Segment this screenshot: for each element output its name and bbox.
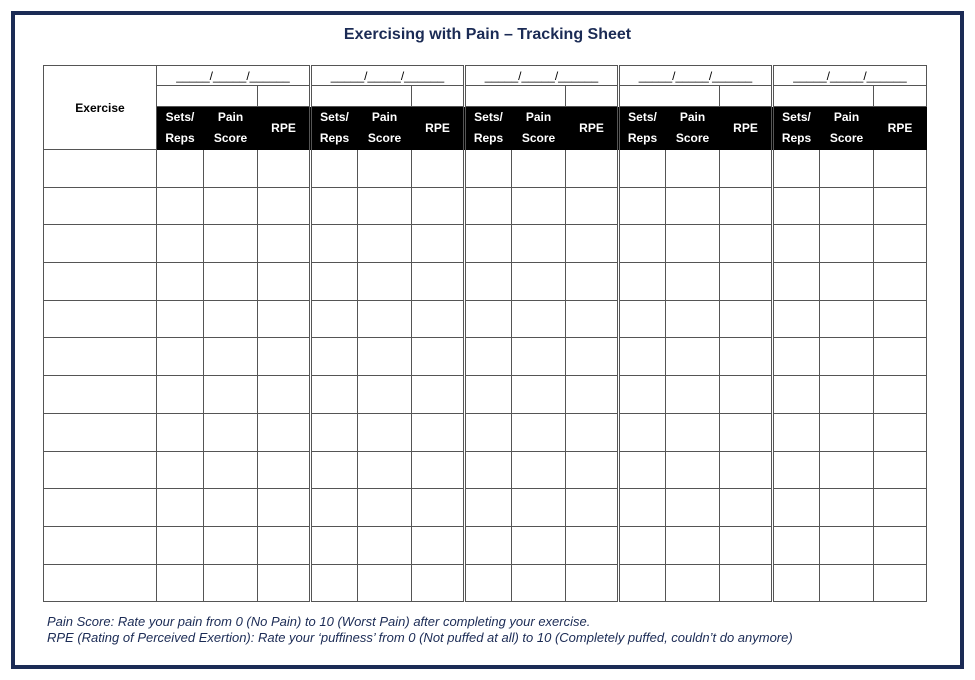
sets-reps-input-cell[interactable] [773, 263, 820, 301]
sets-reps-input-cell[interactable] [311, 225, 358, 263]
date-field-day-2[interactable]: _____/_____/______ [311, 66, 465, 86]
sets-reps-input-cell[interactable] [157, 564, 204, 602]
pain-score-input-cell[interactable] [666, 225, 720, 263]
pain-score-input-cell[interactable] [666, 564, 720, 602]
pain-score-input-cell[interactable] [204, 451, 258, 489]
sets-reps-input-cell[interactable] [311, 376, 358, 414]
rpe-input-cell[interactable] [566, 263, 619, 301]
pain-score-input-cell[interactable] [358, 451, 412, 489]
day-5-blank-right[interactable] [874, 86, 927, 107]
pain-score-header [820, 107, 874, 150]
rpe-input-cell[interactable] [874, 263, 927, 301]
pain-score-input-cell[interactable] [820, 526, 874, 564]
sets-reps-input-cell[interactable] [465, 225, 512, 263]
pain-score-input-cell[interactable] [204, 150, 258, 188]
pain-score-input-cell[interactable] [358, 413, 412, 451]
sets-reps-input-cell[interactable] [465, 489, 512, 527]
sets-reps-input-cell[interactable] [465, 187, 512, 225]
sets-reps-input-cell[interactable] [773, 451, 820, 489]
sets-reps-input-cell[interactable] [773, 338, 820, 376]
table-row [44, 526, 927, 564]
pain-score-input-cell[interactable] [512, 225, 566, 263]
day-2-blank-right[interactable] [412, 86, 465, 107]
table-row [44, 564, 927, 602]
day-3-blank-left[interactable] [465, 86, 566, 107]
rpe-input-cell[interactable] [720, 376, 773, 414]
sets-reps-input-cell[interactable] [465, 413, 512, 451]
rpe-input-cell[interactable] [720, 263, 773, 301]
pain-score-input-cell[interactable] [512, 376, 566, 414]
rpe-input-cell[interactable] [720, 300, 773, 338]
sets-reps-header [311, 107, 358, 150]
sets-reps-input-cell[interactable] [311, 451, 358, 489]
pain-score-input-cell[interactable] [512, 489, 566, 527]
pain-score-input-cell[interactable] [820, 451, 874, 489]
sets-reps-input-cell[interactable] [773, 300, 820, 338]
rpe-input-cell[interactable] [566, 300, 619, 338]
rpe-input-cell[interactable] [874, 451, 927, 489]
pain-score-input-cell[interactable] [820, 338, 874, 376]
sets-reps-input-cell[interactable] [157, 451, 204, 489]
sets-reps-input-cell[interactable] [465, 451, 512, 489]
rpe-header: RPE [412, 107, 465, 150]
table-row [44, 413, 927, 451]
pain-score-input-cell[interactable] [358, 263, 412, 301]
sets-reps-header-line2: Reps [319, 131, 350, 145]
sets-reps-input-cell[interactable] [773, 187, 820, 225]
rpe-input-cell[interactable] [412, 263, 465, 301]
pain-score-input-cell[interactable] [358, 150, 412, 188]
exercise-input-cell[interactable] [44, 187, 157, 225]
pain-score-input-cell[interactable] [666, 150, 720, 188]
pain-score-input-cell[interactable] [666, 263, 720, 301]
sets-reps-input-cell[interactable] [311, 526, 358, 564]
sets-reps-header-line1: Sets/ [782, 110, 811, 124]
pain-score-input-cell[interactable] [512, 564, 566, 602]
sets-reps-input-cell[interactable] [311, 489, 358, 527]
sets-reps-input-cell[interactable] [157, 338, 204, 376]
sets-reps-input-cell[interactable] [311, 300, 358, 338]
sets-reps-input-cell[interactable] [157, 489, 204, 527]
sets-reps-header [157, 107, 204, 150]
pain-score-input-cell[interactable] [820, 263, 874, 301]
sets-reps-input-cell[interactable] [157, 263, 204, 301]
sets-reps-input-cell[interactable] [619, 187, 666, 225]
rpe-input-cell[interactable] [412, 564, 465, 602]
rpe-input-cell[interactable] [874, 150, 927, 188]
table-row [44, 376, 927, 414]
exercise-input-cell[interactable] [44, 489, 157, 527]
sets-reps-input-cell[interactable] [773, 489, 820, 527]
pain-score-header-line2: Score [675, 131, 710, 145]
pain-score-header-line2: Score [213, 131, 248, 145]
rpe-input-cell[interactable] [720, 489, 773, 527]
date-field-day-3[interactable]: _____/_____/______ [465, 66, 619, 86]
exercise-input-cell[interactable] [44, 376, 157, 414]
rpe-input-cell[interactable] [874, 300, 927, 338]
pain-score-input-cell[interactable] [204, 376, 258, 414]
sets-reps-input-cell[interactable] [311, 338, 358, 376]
pain-score-input-cell[interactable] [666, 376, 720, 414]
sets-reps-input-cell[interactable] [157, 526, 204, 564]
rpe-input-cell[interactable] [566, 376, 619, 414]
exercise-column-header: Exercise [44, 66, 157, 150]
rpe-input-cell[interactable] [258, 263, 311, 301]
date-field-day-5[interactable]: _____/_____/______ [773, 66, 927, 86]
rpe-input-cell[interactable] [874, 564, 927, 602]
rpe-input-cell[interactable] [720, 150, 773, 188]
pain-score-input-cell[interactable] [512, 451, 566, 489]
sets-reps-input-cell[interactable] [773, 150, 820, 188]
rpe-input-cell[interactable] [412, 451, 465, 489]
table-row [44, 187, 927, 225]
rpe-input-cell[interactable] [258, 187, 311, 225]
sets-reps-input-cell[interactable] [619, 526, 666, 564]
sets-reps-header-line1: Sets/ [628, 110, 657, 124]
pain-score-header [358, 107, 412, 150]
pain-score-input-cell[interactable] [358, 526, 412, 564]
exercise-input-cell[interactable] [44, 338, 157, 376]
exercise-input-cell[interactable] [44, 150, 157, 188]
rpe-input-cell[interactable] [258, 225, 311, 263]
rpe-input-cell[interactable] [720, 526, 773, 564]
table-row [44, 300, 927, 338]
rpe-input-cell[interactable] [874, 489, 927, 527]
rpe-input-cell[interactable] [874, 526, 927, 564]
sets-reps-input-cell[interactable] [311, 263, 358, 301]
exercise-input-cell[interactable] [44, 300, 157, 338]
pain-score-input-cell[interactable] [666, 489, 720, 527]
pain-score-input-cell[interactable] [512, 300, 566, 338]
tracking-table [43, 65, 927, 602]
table-row [44, 150, 927, 188]
rpe-header: RPE [566, 107, 619, 150]
page-title: Exercising with Pain – Tracking Sheet [343, 26, 632, 43]
rpe-input-cell[interactable] [874, 187, 927, 225]
pain-score-header [204, 107, 258, 150]
sets-reps-input-cell[interactable] [157, 187, 204, 225]
day-1-blank-right[interactable] [258, 86, 311, 107]
day-1-blank-left[interactable] [157, 86, 258, 107]
sets-reps-input-cell[interactable] [619, 451, 666, 489]
day-2-blank-left[interactable] [311, 86, 412, 107]
sets-reps-input-cell[interactable] [619, 150, 666, 188]
sets-reps-input-cell[interactable] [465, 300, 512, 338]
sets-reps-header-line2: Reps [627, 131, 658, 145]
pain-score-input-cell[interactable] [204, 489, 258, 527]
sets-reps-input-cell[interactable] [619, 338, 666, 376]
rpe-input-cell[interactable] [412, 526, 465, 564]
sets-reps-header-line1: Sets/ [165, 110, 195, 124]
rpe-input-cell[interactable] [566, 338, 619, 376]
sets-reps-input-cell[interactable] [157, 150, 204, 188]
pain-score-header-line2: Score [521, 131, 556, 145]
sets-reps-header-line1: Sets/ [474, 110, 503, 124]
sets-reps-header-line1: Sets/ [320, 110, 349, 124]
pain-score-input-cell[interactable] [666, 526, 720, 564]
pain-score-input-cell[interactable] [820, 376, 874, 414]
rpe-input-cell[interactable] [258, 150, 311, 188]
rpe-input-cell[interactable] [874, 338, 927, 376]
table-row [44, 338, 927, 376]
pain-score-input-cell[interactable] [666, 413, 720, 451]
rpe-input-cell[interactable] [874, 225, 927, 263]
sets-reps-input-cell[interactable] [157, 300, 204, 338]
sets-reps-header [465, 107, 512, 150]
rpe-input-cell[interactable] [412, 489, 465, 527]
sets-reps-input-cell[interactable] [773, 564, 820, 602]
sets-reps-input-cell[interactable] [311, 413, 358, 451]
rpe-input-cell[interactable] [412, 150, 465, 188]
rpe-input-cell[interactable] [720, 338, 773, 376]
sets-reps-input-cell[interactable] [311, 150, 358, 188]
rpe-input-cell[interactable] [258, 300, 311, 338]
rpe-note: RPE (Rating of Perceived Exertion): Rate your ‘puffiness’ from 0 (Not puffed at all) to 10 (Completely puffed, couldn’t do anymore) [47, 630, 793, 645]
exercise-input-cell[interactable] [44, 413, 157, 451]
day-4-blank-right[interactable] [720, 86, 773, 107]
pain-score-input-cell[interactable] [820, 489, 874, 527]
sets-reps-input-cell[interactable] [157, 376, 204, 414]
exercise-input-cell[interactable] [44, 263, 157, 301]
table-row [44, 489, 927, 527]
table-row [44, 225, 927, 263]
rpe-input-cell[interactable] [566, 413, 619, 451]
sets-reps-input-cell[interactable] [157, 413, 204, 451]
pain-score-input-cell[interactable] [820, 300, 874, 338]
sets-reps-input-cell[interactable] [619, 300, 666, 338]
pain-score-header-line1: Pain [833, 110, 860, 124]
sets-reps-header [619, 107, 666, 150]
pain-score-input-cell[interactable] [358, 187, 412, 225]
sets-reps-input-cell[interactable] [619, 263, 666, 301]
pain-score-header [512, 107, 566, 150]
rpe-input-cell[interactable] [412, 187, 465, 225]
pain-score-header-line1: Pain [217, 110, 244, 124]
sets-reps-input-cell[interactable] [619, 225, 666, 263]
sets-reps-input-cell[interactable] [465, 526, 512, 564]
pain-score-input-cell[interactable] [358, 225, 412, 263]
sets-reps-input-cell[interactable] [619, 413, 666, 451]
pain-score-input-cell[interactable] [358, 564, 412, 602]
pain-score-header [666, 107, 720, 150]
rpe-input-cell[interactable] [566, 526, 619, 564]
pain-score-input-cell[interactable] [358, 489, 412, 527]
rpe-input-cell[interactable] [412, 376, 465, 414]
pain-score-input-cell[interactable] [666, 338, 720, 376]
rpe-input-cell[interactable] [566, 451, 619, 489]
table-row [44, 451, 927, 489]
day-4-blank-left[interactable] [619, 86, 720, 107]
pain-score-input-cell[interactable] [512, 413, 566, 451]
pain-score-input-cell[interactable] [820, 187, 874, 225]
date-field-day-1[interactable]: _____/_____/______ [157, 66, 311, 86]
rpe-input-cell[interactable] [412, 225, 465, 263]
sets-reps-input-cell[interactable] [773, 225, 820, 263]
table-row [44, 263, 927, 301]
pain-score-header-line1: Pain [679, 110, 706, 124]
day-5-blank-left[interactable] [773, 86, 874, 107]
rpe-input-cell[interactable] [566, 489, 619, 527]
day-3-blank-right[interactable] [566, 86, 619, 107]
pain-score-input-cell[interactable] [820, 225, 874, 263]
sets-reps-input-cell[interactable] [619, 489, 666, 527]
sets-reps-input-cell[interactable] [465, 564, 512, 602]
pain-score-header-line2: Score [829, 131, 864, 145]
rpe-input-cell[interactable] [720, 413, 773, 451]
pain-score-input-cell[interactable] [512, 150, 566, 188]
sets-reps-input-cell[interactable] [619, 564, 666, 602]
pain-score-input-cell[interactable] [204, 338, 258, 376]
pain-score-input-cell[interactable] [666, 451, 720, 489]
rpe-input-cell[interactable] [258, 413, 311, 451]
pain-score-input-cell[interactable] [512, 338, 566, 376]
sets-reps-input-cell[interactable] [465, 376, 512, 414]
pain-score-input-cell[interactable] [204, 300, 258, 338]
pain-score-input-cell[interactable] [204, 263, 258, 301]
pain-score-input-cell[interactable] [204, 564, 258, 602]
sets-reps-input-cell[interactable] [619, 376, 666, 414]
exercise-input-cell[interactable] [44, 526, 157, 564]
rpe-input-cell[interactable] [720, 225, 773, 263]
rpe-input-cell[interactable] [258, 564, 311, 602]
pain-score-input-cell[interactable] [666, 300, 720, 338]
exercise-input-cell[interactable] [44, 564, 157, 602]
rpe-input-cell[interactable] [566, 225, 619, 263]
pain-score-input-cell[interactable] [820, 150, 874, 188]
sets-reps-input-cell[interactable] [157, 225, 204, 263]
rpe-input-cell[interactable] [874, 413, 927, 451]
rpe-input-cell[interactable] [258, 451, 311, 489]
pain-score-input-cell[interactable] [512, 187, 566, 225]
exercise-input-cell[interactable] [44, 451, 157, 489]
pain-score-input-cell[interactable] [358, 300, 412, 338]
pain-score-input-cell[interactable] [820, 413, 874, 451]
pain-score-note: Pain Score: Rate your pain from 0 (No Pain) to 10 (Worst Pain) after completing your exercise. [47, 614, 591, 629]
pain-score-input-cell[interactable] [512, 263, 566, 301]
pain-score-input-cell[interactable] [666, 187, 720, 225]
rpe-input-cell[interactable] [412, 300, 465, 338]
rpe-input-cell[interactable] [566, 187, 619, 225]
rpe-input-cell[interactable] [258, 526, 311, 564]
sets-reps-input-cell[interactable] [465, 263, 512, 301]
sets-reps-input-cell[interactable] [311, 187, 358, 225]
date-field-day-4[interactable]: _____/_____/______ [619, 66, 773, 86]
sets-reps-input-cell[interactable] [773, 526, 820, 564]
sets-reps-input-cell[interactable] [311, 564, 358, 602]
rpe-input-cell[interactable] [412, 338, 465, 376]
rpe-input-cell[interactable] [258, 338, 311, 376]
sets-reps-header-line2: Reps [781, 131, 812, 145]
pain-score-input-cell[interactable] [820, 564, 874, 602]
pain-score-input-cell[interactable] [358, 376, 412, 414]
sets-reps-header-line2: Reps [473, 131, 504, 145]
sets-reps-input-cell[interactable] [465, 338, 512, 376]
rpe-header: RPE [720, 107, 773, 150]
rpe-input-cell[interactable] [412, 413, 465, 451]
rpe-input-cell[interactable] [566, 150, 619, 188]
sets-reps-input-cell[interactable] [773, 376, 820, 414]
sets-reps-input-cell[interactable] [773, 413, 820, 451]
sets-reps-header-line2: Reps [165, 131, 195, 145]
sets-reps-input-cell[interactable] [465, 150, 512, 188]
pain-score-header-line1: Pain [371, 110, 398, 124]
pain-score-header-line1: Pain [525, 110, 552, 124]
pain-score-input-cell[interactable] [204, 413, 258, 451]
pain-score-input-cell[interactable] [204, 225, 258, 263]
rpe-input-cell[interactable] [258, 376, 311, 414]
pain-score-input-cell[interactable] [204, 526, 258, 564]
rpe-header: RPE [258, 107, 311, 150]
rpe-input-cell[interactable] [258, 489, 311, 527]
rpe-input-cell[interactable] [566, 564, 619, 602]
rpe-input-cell[interactable] [720, 187, 773, 225]
rpe-input-cell[interactable] [720, 564, 773, 602]
rpe-input-cell[interactable] [720, 451, 773, 489]
exercise-input-cell[interactable] [44, 225, 157, 263]
pain-score-input-cell[interactable] [204, 187, 258, 225]
sets-reps-header [773, 107, 820, 150]
rpe-input-cell[interactable] [874, 376, 927, 414]
rpe-header: RPE [874, 107, 927, 150]
pain-score-input-cell[interactable] [358, 338, 412, 376]
pain-score-header-line2: Score [367, 131, 402, 145]
pain-score-input-cell[interactable] [512, 526, 566, 564]
